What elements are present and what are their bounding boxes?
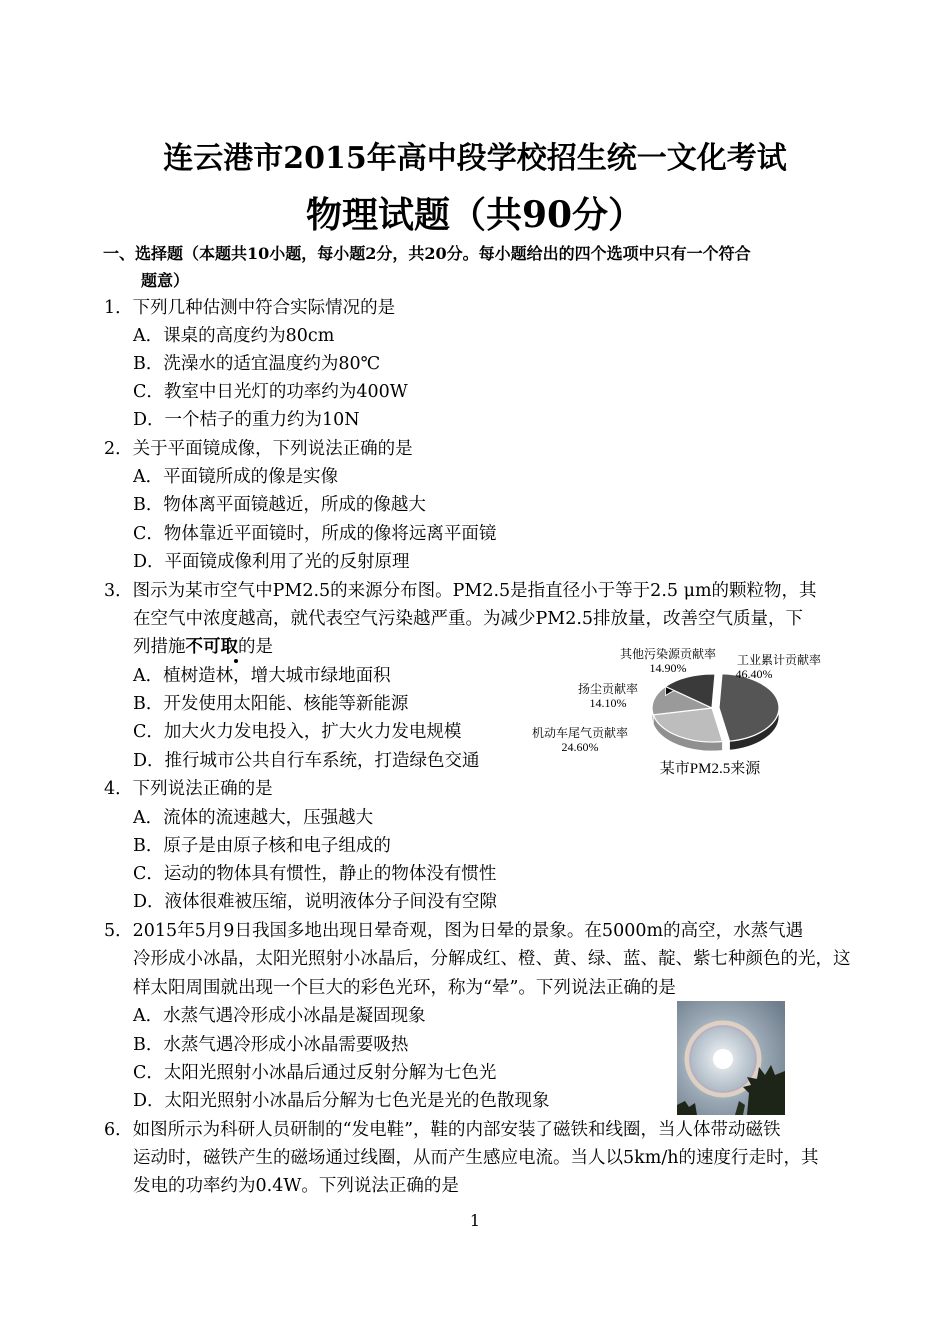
question-2-stem: 2．关于平面镜成像，下列说法正确的是 [104,439,413,459]
paper-subtitle: 物理试题（共90分） [305,194,645,236]
question-4-option-d: D．液体很难被压缩，说明液体分子间没有空隙 [133,892,498,912]
question-4-stem: 4．下列说法正确的是 [104,779,273,799]
question-5-option-a: A．水蒸气遇冷形成小冰晶是凝固现象 [133,1006,426,1026]
question-6-stem-line1: 6．如图所示为科研人员研制的“发电鞋”，鞋的内部安装了磁铁和线圈，当人体带动磁铁 [104,1120,781,1140]
value-vehicle: 24.60% [561,740,599,754]
question-2-option-b: B．物体离平面镜越近，所成的像越大 [133,495,426,515]
question-5-stem-line2: 冷形成小冰晶，太阳光照射小冰晶后，分解成红、橙、黄、绿、蓝、靛、紫七种颜色的光，这 [133,949,851,969]
label-vehicle: 机动车尾气贡献率 [531,726,629,740]
question-2-option-a: A．平面镜所成的像是实像 [133,467,339,487]
question-6-stem-line3: 发电的功率约为0.4W。下列说法正确的是 [133,1176,459,1196]
question-4-option-b: B．原子是由原子核和电子组成的 [133,836,391,856]
question-3-option-a: A．植树造林，增大城市绿地面积 [133,666,391,686]
chart-caption: 某市PM2.5来源 [659,761,761,777]
label-other: 其他污染源贡献率 [619,647,717,661]
label-industry: 工业累计贡献率 [736,653,822,667]
question-6-stem-line2: 运动时，磁铁产生的磁场通过线圈，从而产生感应电流。当人以5km/h的速度行走时，其 [133,1148,819,1168]
question-4-option-a: A．流体的流速越大，压强越大 [133,808,374,828]
page-number: 1 [469,1211,481,1230]
exam-title: 连云港市2015年高中段学校招生统一文化考试 [163,141,787,176]
pie-slices [652,674,779,751]
question-1-option-c: C．教室中日光灯的功率约为400W [133,382,408,402]
label-dust: 扬尘贡献率 [577,682,639,696]
question-5-option-d: D．太阳光照射小冰晶后分解为七色光是光的色散现象 [133,1091,550,1111]
question-3-stem-line1: 3．图示为某市空气中PM2.5的来源分布图。PM2.5是指直径小于等于2.5 μm的颗粒物，其 [104,581,817,601]
value-dust: 14.10% [589,696,627,710]
question-2-option-c: C．物体靠近平面镜时，所成的像将远离平面镜 [133,524,497,544]
question-1-option-b: B．洗澡水的适宜温度约为80℃ [133,354,381,374]
section-header-line1: 一、选择题（本题共10小题，每小题2分，共20分。每小题给出的四个选项中只有一个符合 [103,244,751,263]
pm25-pie-chart [522,642,837,782]
section-header-line2: 题意） [141,271,190,290]
question-3-stem-line2: 在空气中浓度越高，就代表空气污染越严重。为减少PM2.5排放量，改善空气质量，下 [133,609,804,629]
question-3-stem-line3 [133,633,273,661]
question-3-stem-post: 的是 [238,637,273,657]
value-industry: 46.40% [735,667,773,681]
question-1-option-a: A．课桌的高度约为80cm [133,326,335,346]
question-3-emphasis: 不可取 [185,637,238,657]
question-5-option-c: C．太阳光照射小冰晶后通过反射分解为七色光 [133,1063,497,1083]
question-5-stem-line3: 样太阳周围就出现一个巨大的彩色光环，称为“晕”。下列说法正确的是 [133,978,676,998]
question-5-option-b: B．水蒸气遇冷形成小冰晶需要吸热 [133,1035,409,1055]
question-4-option-c: C．运动的物体具有惯性，静止的物体没有惯性 [133,864,497,884]
question-3-option-c: C．加大火力发电投入，扩大火力发电规模 [133,722,462,742]
value-other: 14.90% [649,661,687,675]
question-3-option-b: B．开发使用太阳能、核能等新能源 [133,694,409,714]
question-3-option-d: D．推行城市公共自行车系统，打造绿色交通 [133,751,480,771]
question-1-stem: 1．下列几种估测中符合实际情况的是 [104,298,396,318]
question-2-option-d: D．平面镜成像利用了光的反射原理 [133,552,410,572]
question-5-stem-line1: 5．2015年5月9日我国多地出现日晕奇观，图为日晕的景象。在5000m的高空，水蒸气遇 [104,921,804,941]
question-1-option-d: D．一个桔子的重力约为10N [133,410,360,430]
question-3-stem-pre: 列措施 [133,637,186,657]
sun-halo-photo [677,1001,785,1115]
